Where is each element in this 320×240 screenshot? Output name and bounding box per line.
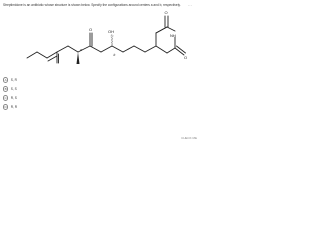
option-b-letter: B <box>4 87 7 92</box>
label-oh: OH <box>108 29 114 34</box>
hydroxyl-dash <box>111 35 113 46</box>
option-b[interactable] <box>3 86 43 92</box>
methyl-wedge <box>77 52 80 64</box>
label-imide-o-top: O <box>164 10 168 15</box>
option-d[interactable] <box>3 104 43 110</box>
label-center-b: b <box>113 53 116 57</box>
label-nh: NH <box>170 33 176 38</box>
check-answer-button[interactable]: CHECK ME <box>181 136 197 140</box>
option-a-letter: A <box>4 78 7 83</box>
option-d-letter: D <box>4 105 7 110</box>
label-ketone-o: O <box>89 27 93 32</box>
more-dots-icon[interactable]: ... <box>188 2 193 7</box>
option-c-letter: C <box>4 96 7 101</box>
option-a[interactable] <box>3 77 43 83</box>
streptimidone-structure <box>0 0 200 144</box>
option-a-text: S, R <box>10 78 17 82</box>
option-c[interactable] <box>3 95 43 101</box>
question-text: Streptimidone is an antibiotic whose structure is shown below. Specify the configurations around centers a and b, respectively. <box>3 3 181 7</box>
option-d-text: R, R <box>10 105 18 109</box>
label-imide-o-bottom: O <box>184 55 188 60</box>
label-center-a: a <box>80 48 82 52</box>
option-b-text: S, S <box>10 87 17 91</box>
option-c-text: R, S <box>10 96 17 100</box>
